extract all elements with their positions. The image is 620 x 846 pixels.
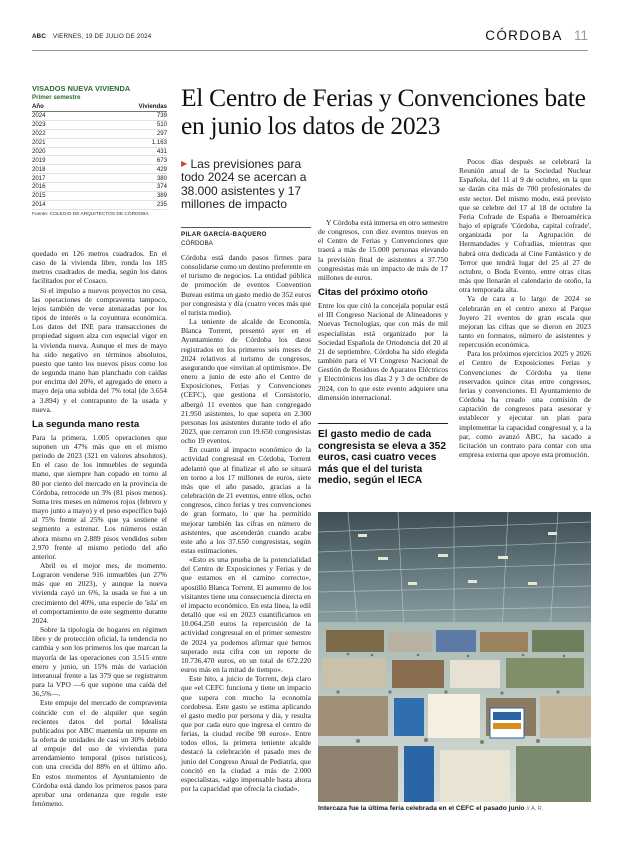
table-row <box>32 192 167 201</box>
left-article-column <box>32 249 167 808</box>
table-row <box>32 200 167 209</box>
deck-text: Las previsiones para todo 2024 se acercan a 38.000 asistentes y 17 millones de impacto <box>181 157 307 212</box>
row-year: 2018 <box>32 165 76 174</box>
table-title: VISADOS NUEVA VIVIENDA <box>32 84 131 93</box>
page-number: 11 <box>573 28 588 43</box>
paragraph: Para los próximos ejercicios 2025 y 2026 el Centro de Exposiciones Ferias y Convenciones de Córdoba ya tiene reservados quince citas entre congresos, ferias y convenciones. El Ayuntamiento de Córdoba ha creado una comisión de captación de congresos para asesorar y establecer y ejecutar un plan para implementar la capacidad congresual y, a la par, como avanzó ABC, ha sacado a licitación un contrato para contar con una empresa externa que apoye esta promoción. <box>459 349 591 459</box>
main-article-column-1 <box>181 253 311 793</box>
paragraph: En cuanto al impacto económico de la actividad congresual en Córdoba, Torrent adelantó que al finalizar el año se situará en torno a los 17 millones de euros, siete más que el año pasado, gracias a la celebración de 21 eventos, entre ellos, ocho congresos, cinco ferias y tres convenciones de gran formato, lo que ha permitido mejorar también las cifras en número de asistentes, que ascenderán cuando acabe este año a los 37.650 congresistas, según estas estimaciones. <box>181 445 311 555</box>
header-rule <box>32 50 588 51</box>
column-count-header: Viviendas <box>76 102 167 112</box>
paragraph: Para la primera, 1.005 operaciones que suponen un 47% más que en el mismo periodo de 2023 (321 en valores absolutos). En el caso de los inmuebles de segunda mano, que siempre han copado en torno al 80 por ciento del mercado en la provincia de Córdoba, retrocede un 3% (81 pisos menos). Suma tres meses en números rojos (febrero y mayo junto a mayo) y el peso específico bajó al 75% frente al 25% que ya sostiene el segmento a estrenar. Los números están ahora mismo en 2.889 pisos vendidos sobre 2.970 frente al mismo periodo del año anterior. <box>32 432 167 561</box>
byline <box>181 227 311 248</box>
header-right <box>485 28 588 43</box>
row-value: 739 <box>76 112 167 121</box>
table-subtitle: Primer semestre <box>32 94 81 101</box>
triangle-bullet-icon: ▶ <box>181 159 188 168</box>
row-year: 2015 <box>32 192 76 201</box>
row-value: 431 <box>76 147 167 156</box>
paragraph: Si el impulso a nuevos proyectos no cesa, las operaciones de compraventa tampoco, lejos también de verse atenazadas por los tipos de interés o la coyuntura económica. Los datos del INE para transacciones de propiedad siguen alza con especial vigor en la vivienda nueva. Aunque el mes de mayo ha sido negativo en términos absolutos, puesto que tanto los nuevos pisos como los de segunda mano han planchado con caídas por encima del 20%, el agregado de enero a mayo deja una subida del 7% total (de 3.654 a 3.894) y el contrapunto de la usada y nueva. <box>32 285 167 414</box>
subheading: La segunda mano resta <box>32 418 140 430</box>
paragraph: Abril es el mejor mes, de momento. Lograron venderse 916 inmuebles (un 27% más que en 2023), y aunque la nueva vivienda cayó un 6%, la usada se fue a un crecimiento del 40%, una especie de 'isla' en el comportamiento de este segmento durante 2024. <box>32 561 167 625</box>
article-deck <box>181 157 311 212</box>
table-row <box>32 147 167 156</box>
section-name: CÓRDOBA <box>485 28 562 43</box>
main-headline: El Centro de Ferias y Convenciones bate en junio los datos de 2023 <box>181 83 586 140</box>
table-header-row <box>32 102 167 112</box>
pull-quote: El gasto medio de cada congresista se eleva a 352 euros, casi cuatro veces más que el del turista medio, según el IECA <box>318 423 448 487</box>
table-row <box>32 183 167 192</box>
paragraph: Y Córdoba está inmersa en otro semestre de congresos, con diez eventos nuevos en el Centro de Ferias y Convenciones que traerá a más de 15.000 personas elevando la previsión final de asistentes a 37.750 congresistas más un impacto de más de 17 millones de euros. <box>318 218 448 282</box>
housing-permits-table <box>32 84 167 217</box>
page-header <box>32 28 588 50</box>
row-year: 2023 <box>32 120 76 129</box>
issue-date: VIERNES, 19 DE JULIO DE 2024 <box>52 33 152 40</box>
photo-caption <box>318 805 598 813</box>
row-value: 235 <box>76 200 167 209</box>
photo-credit: // Á. R. <box>526 806 544 812</box>
row-year: 2017 <box>32 174 76 183</box>
table-row <box>32 120 167 129</box>
paragraph: Este empuje del mercado de compraventa coincide con el de alquiler que según recientes datos del portal Idealista publicados por ABC mantenía un repunte en la oferta de unidades de casi un 30% debido al empuje del uso de viviendas para arrendamiento temporal (pisos turísticos), con una crecida del 88% en el último año. En estos momentos el Ayuntamiento de Córdoba está dando los primeros pasos para aprobar una ordenanza que regule este fenómeno. <box>32 698 167 809</box>
subheading: Citas del próximo otoño <box>318 287 428 299</box>
paragraph: Pocos días después se celebrará la Reunión anual de la Sociedad Nuclear Española, del 11 al 9 de octubre, en la que se darán cita más de 700 profesionales de este sector. Del mismo modo, está previsto que se celebre del 17 al 18 de octubre la Feria Cofrade de España e Iberoamérica bajo el epígrafe 'Córdoba, capital cofrade', organizada por la Agrupación de Hermandades y Cofradías, mientras que habrá otra dedicada al Cine Fantástico y de Terror que tendrá lugar del 25 al 27 de octubre, o Boda Evento, entre otras citas más que llenarán el calendario de otoño, la otra temporada alta. <box>459 157 591 295</box>
paragraph: «Esto es una prueba de la potencialidad del Centro de Exposiciones y Ferias y de que estamos en el camino correcto», apostilló Blanca Torrent. El aumento de los visitantes tiene una consecuencia directa en el impacto económico. En esta línea, la edil detalló que «si en 2023 cuantificamos en 10.064.250 euros la repercusión de la actividad congresual en el primer semestre de 2024 ya podemos afirmar que hemos superado esta cifra con un reporte de 10.736.470 euros, en un total de 672.220 euros más en la mitad de tiempo». <box>181 555 311 675</box>
paragraph: Este hito, a juicio de Torrent, deja claro que «el CEFC funciona y tiene un impacto que supera con mucho la economía cordobesa. Este gasto se estima aplicando el gasto medio por persona y día, y resulta que por cada euro que ingresa el centro de ferias, la ciudad recibe 98 euros». Entre todos ellos, la primera teniente alcalde destacó la celebración el pasado mes de junio del Congreso Anual de Pediatría, que concitó en la ciudad a más de 2.000 especialistas, «algo impensable hasta ahora por la capacidad que ofrecía la ciudad». <box>181 674 311 794</box>
main-article-column-2 <box>318 218 448 402</box>
paragraph: Córdoba está dando pasos firmes para consolidarse como un destino preferente en el turismo de negocios. La entidad pública de promoción de eventos Convention Bureau estima un gasto medio de 352 euros por congresista y día (cuatro veces más que el turista medio). <box>181 253 311 317</box>
row-year: 2020 <box>32 147 76 156</box>
table-row <box>32 138 167 147</box>
fair-hall-illustration <box>318 512 591 802</box>
author-name: PILAR GARCÍA-BAQUERO <box>181 231 267 238</box>
caption-text: Intercaza fue la última feria celebrada en el CEFC el pasado junio <box>318 805 525 812</box>
table-source: Fuente: COLEGIO DE ARQUITECTOS DE CÓRDOBA <box>32 211 149 217</box>
paragraph: Sobre la tipología de hogares en régimen libre y de protección oficial, la tendencia no cambia y son los primeros los que marcan la mayoría de las operaciones con 3.515 entre enero y junio, un 15% más de variación interanual frente a las 379 que se registraron para la VPO —6 que supone una caída del 36,5%—. <box>32 625 167 699</box>
paragraph: Ya de cara a lo largo de 2024 se celebrarán en el centro anexo al Parque Joyero 21 eventos de gran escala que mejoran las cifras que se dieron en 2023 tanto en formatos, número de asistentes y repercusión económica. <box>459 294 591 350</box>
row-value: 510 <box>76 120 167 129</box>
data-table <box>32 102 167 210</box>
publication-name: ABC <box>32 33 47 40</box>
row-value: 389 <box>76 192 167 201</box>
table-body <box>32 112 167 210</box>
row-year: 2021 <box>32 138 76 147</box>
table-row <box>32 129 167 138</box>
header-left <box>32 33 151 40</box>
row-value: 374 <box>76 183 167 192</box>
byline-location: CÓRDOBA <box>181 239 213 247</box>
paragraph: Entre los que citó la concejala popular está el III Congreso Nacional de Alineadores y Nuevas Tecnologías, que con más de mil especialistas está organizado por la Sociedad Española de Ortodoncia del 20 al 21 de septiembre. Córdoba ha sido elegida también para el VI Congreso Nacional de Gestión de Residuos de Aparatos Eléctricos y Electrónicos los días 2 y 3 de octubre de 2024, con lo que este evento adquiere una dimensión internacional. <box>318 301 448 402</box>
main-article-column-3 <box>459 157 591 459</box>
row-year: 2019 <box>32 156 76 165</box>
row-value: 380 <box>76 174 167 183</box>
column-year-header: Año <box>32 102 76 112</box>
row-value: 673 <box>76 156 167 165</box>
row-value: 429 <box>76 165 167 174</box>
table-row <box>32 165 167 174</box>
row-year: 2016 <box>32 183 76 192</box>
row-year: 2014 <box>32 200 76 209</box>
row-year: 2022 <box>32 129 76 138</box>
fair-hall-photo <box>318 512 591 802</box>
paragraph: La teniente de alcalde de Economía, Blanca Torrent, presentó ayer en el Ayuntamiento de Córdoba los datos registrados en los primeros seis meses de 2024 relativos al turismo de congresos, asegurando que «invitan al optimismo». De enero a junio de este año el Centro de Exposiciones, Ferias y Convenciones (CEFC), que gestiona el Consistorio, albergó 11 eventos que han congregado 21.950 asistentes, lo que supera en 2.300 personas los asistentes durante todo el año 2023, que cerraron con 19.650 congresistas ocho 19 eventos. <box>181 317 311 446</box>
row-value: 1.163 <box>76 138 167 147</box>
table-row <box>32 156 167 165</box>
row-value: 297 <box>76 129 167 138</box>
table-row <box>32 174 167 183</box>
table-row <box>32 112 167 121</box>
row-year: 2024 <box>32 112 76 121</box>
paragraph: quedado en 126 metros cuadrados. En el caso de la vivienda libre, ronda los 185 metros cuadrados de media, según los datos facilitados por el Cosaco. <box>32 249 167 286</box>
